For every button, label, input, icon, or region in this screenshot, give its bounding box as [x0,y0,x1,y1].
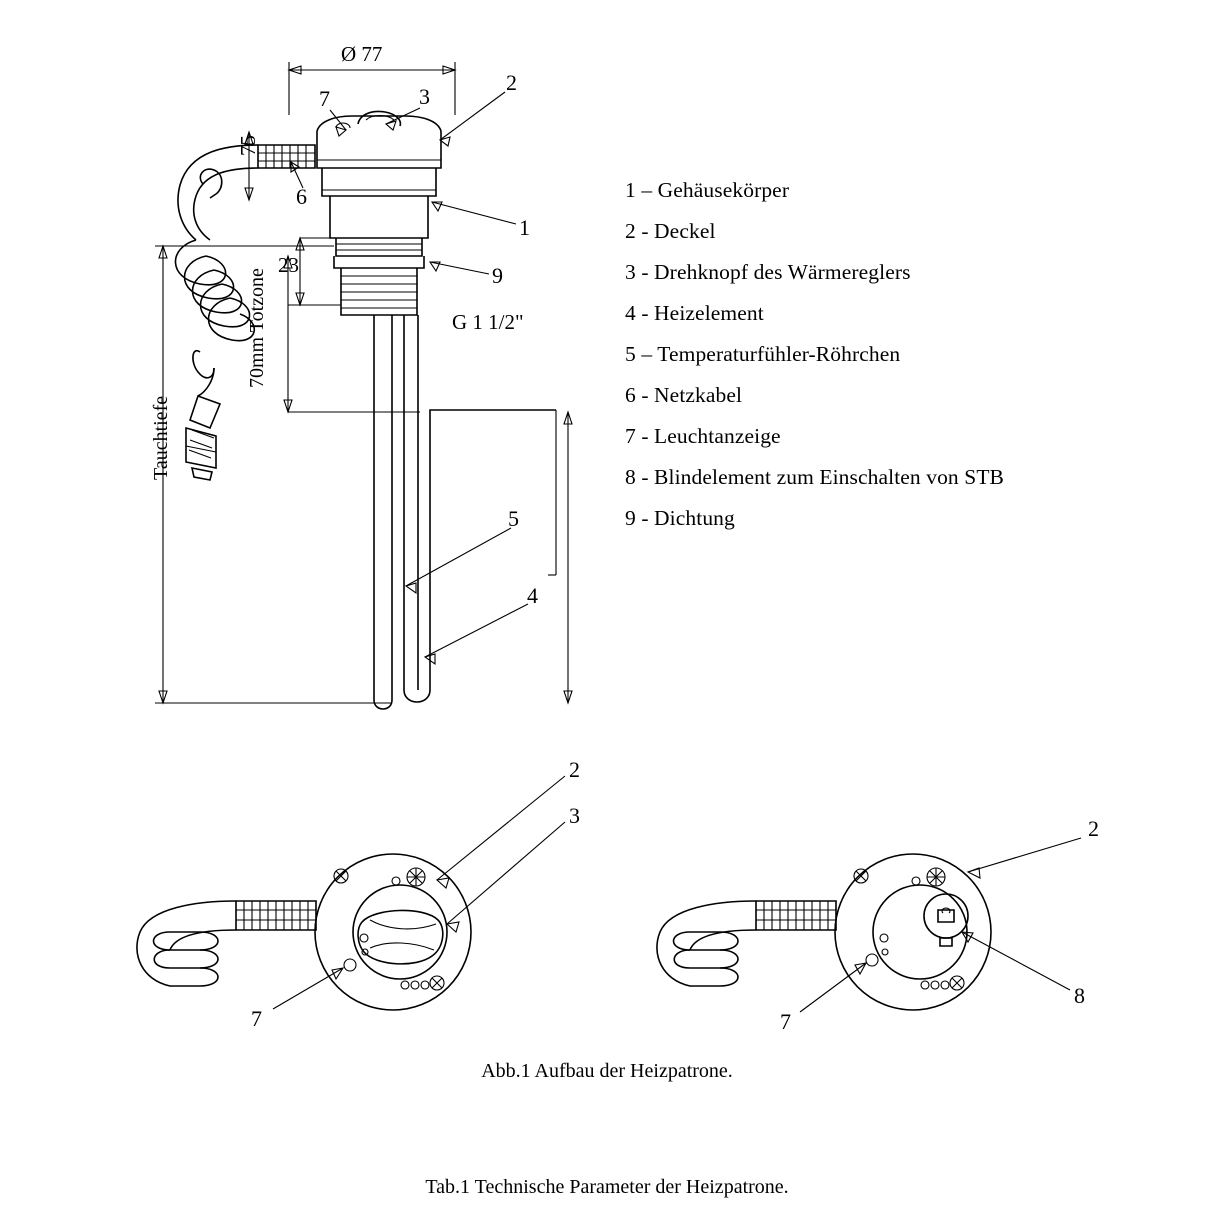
dimension-diameter-label: Ø 77 [341,42,383,66]
legend-item-2: 2 - Deckel [625,219,716,243]
callout-3-side: 3 [419,84,430,109]
callout-5-side: 5 [508,506,519,531]
top-view-right [657,838,1081,1012]
callout-2-topleft: 2 [569,757,580,782]
heating-element-side-view [374,315,556,709]
legend-item-3: 3 - Drehknopf des Wärmereglers [625,260,911,284]
figure-caption: Abb.1 Aufbau der Heizpatrone. [481,1060,733,1082]
callout-9-side: 9 [492,263,503,288]
callout-2-topright: 2 [1088,816,1099,841]
callout-4-side: 4 [527,583,538,608]
callout-8-topright: 8 [1074,983,1085,1008]
dimension-75-label: 75 [236,135,260,156]
legend-item-7: 7 - Leuchtanzeige [625,424,781,448]
housing-side-view [317,112,441,316]
callout-7-topleft: 7 [251,1006,262,1031]
callout-2-side: 2 [506,70,517,95]
top-view-left [137,776,565,1010]
legend-item-8: 8 - Blindelement zum Einschalten von STB [625,465,1004,489]
legend-list [625,180,1145,549]
callout-1-side: 1 [519,215,530,240]
legend-item-6: 6 - Netzkabel [625,383,743,407]
immersion-depth-label: Tauchtiefe [150,395,172,480]
dimension-dead-zone [284,256,420,412]
dead-zone-label: 70mm Totzone [246,268,268,388]
legend-item-5: 5 – Temperaturfühler-Röhrchen [625,342,901,366]
thread-label: G 1 1/2" [452,310,524,334]
callout-7-topright: 7 [780,1009,791,1034]
callout-6-side: 6 [296,184,307,209]
callout-leaders-side [291,92,528,664]
legend-item-1: 1 – Gehäusekörper [625,178,790,202]
callout-7-side: 7 [319,86,330,111]
callout-3-topleft: 3 [569,803,580,828]
dimension-diameter [289,62,455,115]
legend-item-9: 9 - Dichtung [625,506,735,530]
legend-item-4: 4 - Heizelement [625,301,764,325]
dimension-23-label: 23 [278,253,299,277]
table-caption: Tab.1 Technische Parameter der Heizpatrone. [425,1176,789,1198]
